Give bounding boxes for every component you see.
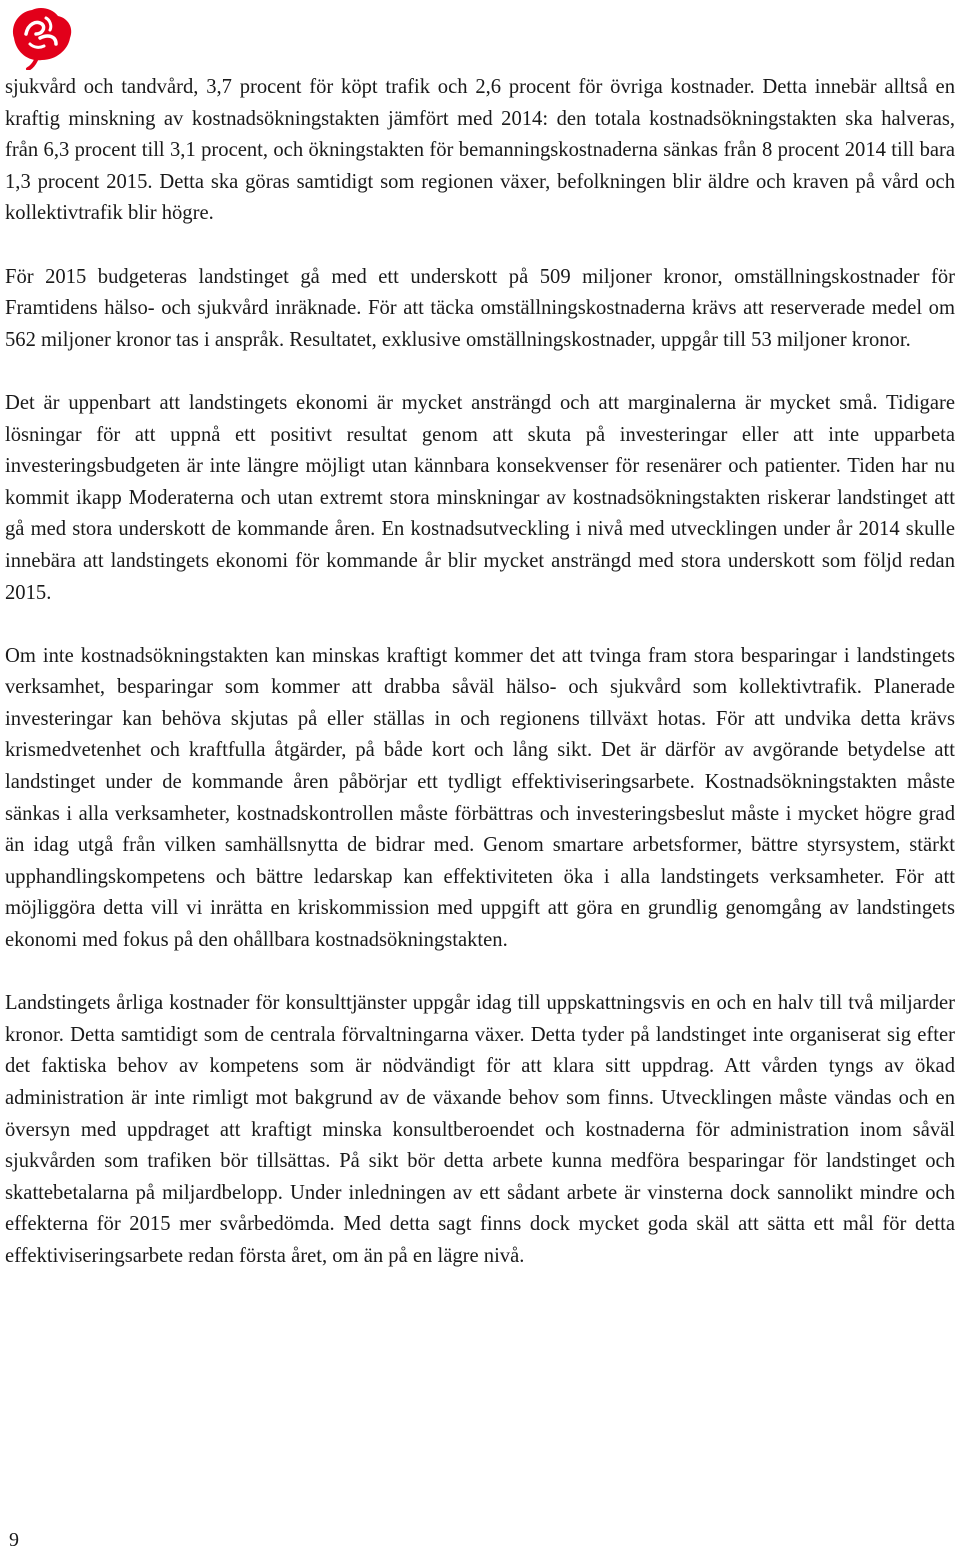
paragraph-2: För 2015 budgeteras landstinget gå med ett underskott på 509 miljoner kronor, omställningskostnader för Framtidens hälso- och sjukvård inräknade. För att täcka omställningskostnaderna krävs att reserverade medel om 562 miljoner kronor tas i anspråk. Resultatet, exklusive omställningskostnader, uppgår till 53 miljoner kronor. (5, 265, 955, 351)
document-body (5, 72, 955, 1304)
rose-logo-icon (6, 4, 76, 70)
paragraph-4: Om inte kostnadsökningstakten kan minskas kraftigt kommer det att tvinga fram stora besparingar i landstingets verksamhet, besparingar som kommer att drabba såväl hälso- och sjukvård som kollektivtrafik. Planerade investeringar kan behöva skjutas på eller ställas in och regionens tillväxt hotas. För att undvika detta krävs krismedvetenhet och kraftfulla åtgärder, på både kort och lång sikt. Det är därför av avgörande betydelse att landstinget under de kommande åren påbörjar ett tydligt effektiviseringsarbete. Kostnadsökningstakten måste sänkas i alla verksamheter, kostnadskontrollen måste förbättras och investeringsbeslut måste i mycket högre grad än idag utgå från vilken samhällsnytta de bidrar med. Genom smartare arbetsformer, bättre styrsystem, stärkt upphandlingskompetens och bättre ledarskap kan effektiviteten öka i alla landstingets verksamheter. För att möjliggöra detta vill vi inrätta en kriskommission med uppgift att göra en grundlig genomgång av landstingets ekonomi med fokus på den ohållbara kostnadsökningstakten. (5, 644, 955, 952)
paragraph-5: Landstingets årliga kostnader för konsulttjänster uppgår idag till uppskattningsvis en och en halv till två miljarder kronor. Detta samtidigt som de centrala förvaltningarna växer. Detta tyder på landstinget inte organiserat sig efter det faktiska behov av kompetens som är nödvändigt för att klara sitt uppdrag. Att vården tyngs av ökad administration är inte rimligt mot bakgrund av de växande behov som finns. Utvecklingen måste vändas och en översyn med uppdraget att kraftigt minska konsultberoendet och kostnaderna för administration inom såväl sjukvården som trafiken bör tillsättas. På sikt bör detta arbete kunna medföra besparingar för landstinget och skattebetalarna på miljardbelopp. Under inledningen av ett sådant arbete är vinsterna dock sannolikt mindre och effekterna för 2015 mer svårbedömda. Med detta sagt finns dock mycket goda skäl att sätta ett mål för detta effektiviseringsarbete redan första året, om än på en lägre nivå. (5, 992, 955, 1267)
paragraph-1: sjukvård och tandvård, 3,7 procent för köpt trafik och 2,6 procent för övriga kostnader. Detta innebär alltså en kraftig minskning av kostnadsökningstakten jämfört med 2014: den totala kostnadsökningstakten ska halveras, från 6,3 procent till 3,1 procent, och ökningstakten för bemanningskostnaderna sänkas från 8 procent 2014 till bara 1,3 procent 2015. Detta ska göras samtidigt som regionen växer, befolkningen blir äldre och kraven på vård och kollektivtrafik blir högre. (5, 76, 955, 225)
paragraph-3: Det är uppenbart att landstingets ekonomi är mycket ansträngd och att marginalerna är mycket små. Tidigare lösningar för att uppnå ett positivt resultat genom att skuta på investeringar eller att inte upparbeta investeringsbudgeten är inte längre möjligt utan kännbara konsekvenser för resenärer och patienter. Tiden har nu kommit ikapp Moderaterna och utan extremt stora minskningar av kostnadsökningstakten riskerar landstinget att gå med stora underskott de kommande åren. En kostnadsutveckling i nivå med utvecklingen under år 2014 skulle innebära att landstingets ekonomi för kommande år blir mycket ansträngd med stora underskott som följd redan 2015. (5, 391, 955, 604)
page-number: 9 (9, 1529, 19, 1551)
